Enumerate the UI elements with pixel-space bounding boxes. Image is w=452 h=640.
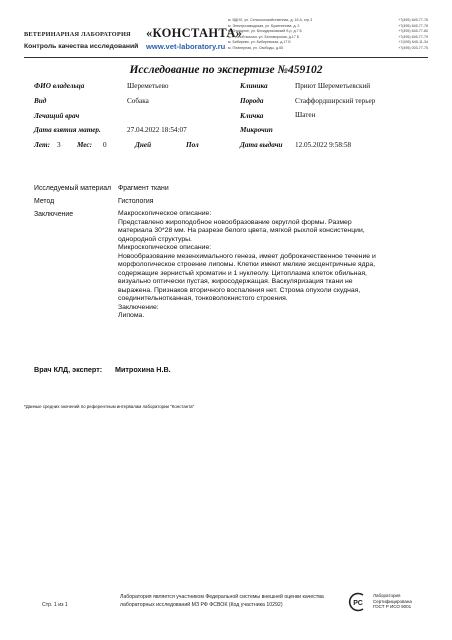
branch-phone: +7(495) 645-77-80 — [398, 29, 428, 34]
clinic-value: Приют Шереметьевский — [295, 82, 371, 90]
branch-phone: +7(495) 645-77-78 — [398, 23, 428, 28]
header-divider — [24, 57, 428, 58]
nickname-label: Кличка — [240, 112, 264, 120]
description-line: Макроскопическое описание: — [118, 210, 212, 217]
species-value: Собака — [127, 97, 149, 105]
breed-value: Стаффордширский терьер — [295, 97, 376, 105]
expert-name: Митрохина Н.В. — [115, 365, 171, 374]
cert-mark-text: РС — [353, 600, 363, 607]
age-months-value: 0 — [103, 141, 107, 149]
expert-label: Врач КЛД, эксперт: — [34, 365, 103, 374]
lab-prefix: ВЕТЕРИНАРНАЯ ЛАБОРАТОРИЯ — [24, 31, 131, 38]
eqa-statement-line1: Лаборатория является участником Федеральной системы внешней оценки качества — [120, 594, 324, 600]
branch-address: м. ВДНХ, ул. Сельскохозяйственная, д. 16 А, стр.3 — [228, 18, 313, 22]
branch-phone: +7(495) 003-77-75 — [398, 45, 428, 50]
owner-value: Шереметьево — [127, 82, 169, 90]
description-line: содержащие зернистый хроматин и 1 нуклеолу. Цитоплазма клеток обильная, — [118, 269, 367, 277]
description-line: Представлено жироподобное новообразование округлой формы. Размер — [118, 218, 352, 226]
lab-subtitle: Контроль качества исследований — [24, 43, 139, 50]
microchip-label: Микрочип — [240, 126, 273, 134]
issue-date-value: 12.05.2022 9:58:58 — [295, 141, 352, 149]
description-line: выражена. Признаков вторичного воспаления нет. Строма опухоли скудная, — [118, 286, 361, 294]
certification-mark-icon — [347, 592, 369, 612]
branch-address: м. Планерная, ул. Свободы, д.65 — [228, 45, 284, 50]
eqa-statement-line2: лабораторных исследований МЗ РФ ФСВОК (Код участника 10292) — [120, 602, 283, 608]
description-line: Заключение: — [118, 303, 159, 311]
description-line: визуально оптически пустая, жиросодержащая. Васкуляризация ткани не — [118, 278, 353, 285]
age-years-label: Лет: — [34, 141, 51, 149]
description-line: соединительнотканная, тонковолокнистого строения. — [118, 295, 288, 302]
certification-text — [373, 593, 412, 610]
issue-date-label: Дата выдачи — [240, 141, 283, 149]
branch-row — [228, 46, 428, 52]
owner-label: ФИО владельца — [34, 82, 85, 90]
clinic-label: Клиника — [240, 82, 268, 90]
age-months-label: Мес: — [77, 141, 92, 149]
age-years-value: 3 — [57, 141, 61, 149]
material-value: Фрагмент ткани — [118, 185, 169, 192]
description-line: однородной структуры. — [118, 235, 192, 243]
sample-date-value: 27.04.2022 18:54:07 — [127, 126, 187, 134]
reference-footnote: *Данные средних значений по референтным интервалам лаборатории "Константа" — [24, 404, 195, 409]
lab-name: «КОНСТАНТА» — [146, 26, 243, 40]
species-label: Вид — [34, 97, 47, 105]
nickname-value: Шатен — [295, 111, 316, 119]
branch-address-list — [228, 18, 428, 52]
breed-label: Порода — [240, 97, 264, 105]
histology-description — [118, 210, 430, 321]
material-label: Исследуемый материал — [34, 185, 112, 192]
description-line: Липома. — [118, 312, 145, 319]
branch-address: м. Электрозаводская, ул. Буженинова, д. 2 — [228, 23, 300, 28]
sample-date-label: Дата взятия матер. — [34, 126, 101, 134]
method-value: Гистология — [118, 198, 154, 205]
branch-phone: +7(495) 645-11-34 — [398, 40, 428, 45]
branch-phone: +7(495) 645-77-79 — [398, 34, 428, 39]
description-line: Микроскопическое описание: — [118, 244, 212, 251]
conclusion-label: Заключение — [34, 211, 74, 218]
cert-line: Лаборатория — [373, 593, 401, 598]
age-days-label: Дней — [135, 141, 152, 149]
method-label: Метод — [34, 198, 55, 205]
branch-address: м. Отрадное, ул. Бескудниковский б-р, д.7 Б — [228, 29, 302, 34]
exam-title: Исследование по экспертизе №459102 — [129, 64, 323, 76]
lab-website-link[interactable]: www.vet-laboratory.ru — [146, 42, 226, 51]
description-line: материала 30*28 мм. На разрезе белого цвета, мягкой рыхлой консистенции, — [118, 227, 365, 234]
branch-address: м. Речной вокзал, ул. Беломорская, д.17 Б — [228, 34, 300, 39]
description-line: Новообразование мезенхимального генеза, имеет доброкачественное течение и — [118, 252, 376, 260]
sex-label: Пол — [186, 141, 199, 149]
cert-line: ГОСТ Р ИСО 9001 — [373, 604, 412, 610]
attending-doctor-label: Лечащий врач — [34, 112, 80, 120]
cert-line: Сертифицирована — [373, 598, 412, 604]
branch-phone: +7(495) 645-77-76 — [398, 18, 428, 22]
branch-address: м. Бибирево, ул. Бибиревская, д.17 Б — [228, 40, 291, 45]
description-line: морфологическое строение липомы. Клетки имеют мелкие эксцентричные ядра, — [118, 261, 376, 268]
page-number: Стр. 1 из 1 — [42, 602, 68, 608]
